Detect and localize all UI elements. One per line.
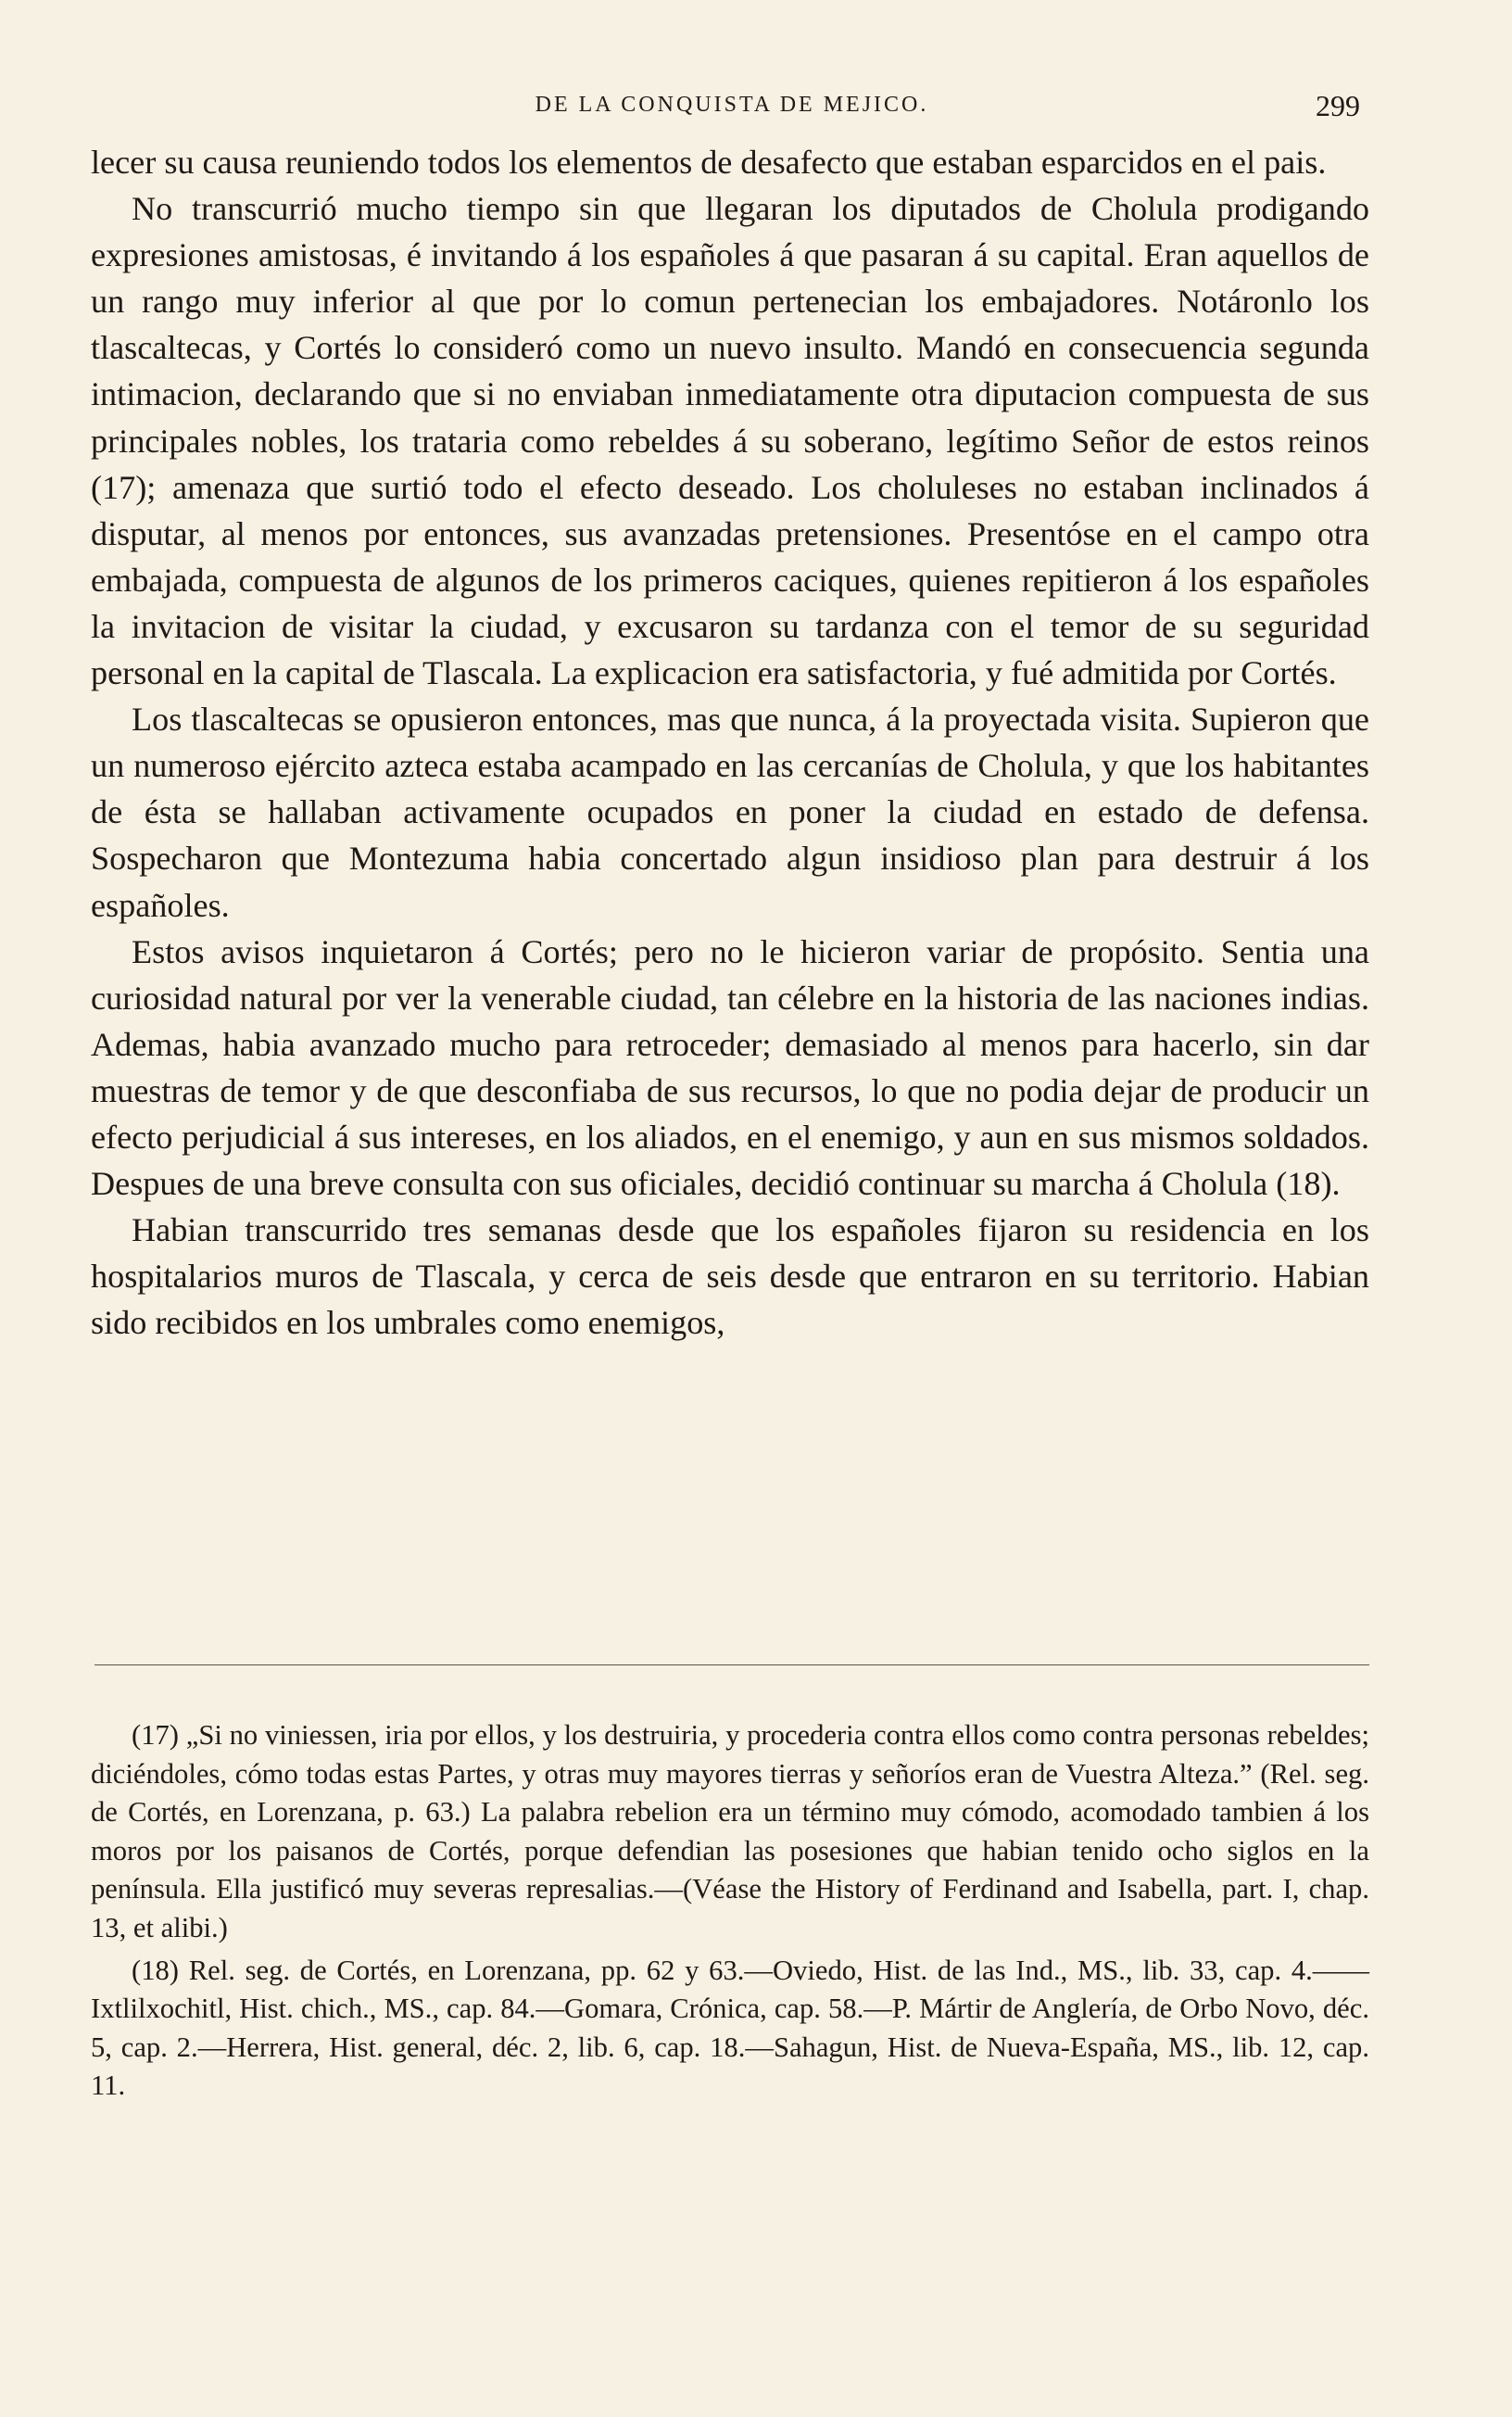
running-title: DE LA CONQUISTA DE MEJICO. [535,93,929,117]
footnote: (18) Rel. seg. de Cortés, en Lorenzana, pp. 62 y 63.—Oviedo, Hist. de las Ind., MS., lib. 33, cap. 4.——Ixtlilxochitl, Hist. chich., MS., cap. 84.—Gomara, Crónica, cap. 58.—P. Mártir de Anglería, de Orbo Novo, déc. 5, cap. 2.—Herrera, Hist. general, déc. 2, lib. 6, cap. 18.—Sahagun, Hist. de Nueva-España, MS., lib. 12, cap. 11. [91,1954,1369,2102]
footnote-divider [94,1664,1369,1665]
page-number: 299 [1316,89,1360,122]
paragraph: Los tlascaltecas se opusieron entonces, mas que nunca, á la proyectada visita. Supieron que un numeroso ejército azteca estaba acampado en las cercanías de Cholula, y que los habitantes de ésta se hallaban activamente ocupados en poner la ciudad en estado de defensa. Sospecharon que Montezuma habia concertado algun insidioso plan para destruir á los españoles. [91,701,1369,924]
running-head [91,89,1373,126]
paragraph: lecer su causa reuniendo todos los elementos de desafecto que estaban esparcidos en el pais. [91,144,1327,181]
paragraph: Habian transcurrido tres semanas desde que los españoles fijaron su residencia en los hospitalarios muros de Tlascala, y cerca de seis desde que entraron en su territorio. Habian sido recibidos en los umbrales como enemigos, [91,1211,1369,1342]
main-text [91,139,1369,1346]
footnote: (17) „Si no viniessen, iria por ellos, y los destruiria, y procederia contra ellos como contra personas rebeldes; diciéndoles, cómo todas estas Partes, y otras muy mayores tierras y señoríos eran de Vuestra Alteza.” (Rel. seg. de Cortés, en Lorenzana, p. 63.) La palabra rebelion era un término muy cómodo, acomodado tambien á los moros por los paisanos de Cortés, porque defendian las posesiones que habian tenido ocho siglos en la península. Ella justificó muy severas represalias.—(Véase the History of Ferdinand and Isabella, part. I, chap. 13, et alibi.) [91,1719,1369,1943]
footnotes [91,1716,1369,2106]
paragraph: Estos avisos inquietaron á Cortés; pero no le hicieron variar de propósito. Sentia una curiosidad natural por ver la venerable ciudad, tan célebre en la historia de las naciones indias. Ademas, habia avanzado mucho para retroceder; demasiado al menos para hacerlo, sin dar muestras de temor y de que desconfiaba de sus recursos, lo que no podia dejar de producir un efecto perjudicial á sus intereses, en los aliados, en el enemigo, y aun en sus mismos soldados. Despues de una breve consulta con sus oficiales, decidió continuar su marcha á Cholula (18). [91,932,1369,1203]
paragraph: No transcurrió mucho tiempo sin que llegaran los diputados de Cholula prodigando expresiones amistosas, é invitando á los españoles á que pasaran á su capital. Eran aquellos de un rango muy inferior al que por lo comun pertenecian los embajadores. Notáronlo los tlascaltecas, y Cortés lo consideró como un nuevo insulto. Mandó en consecuencia segunda intimacion, declarando que si no enviaban inmediatamente otra diputacion compuesta de sus principales nobles, los trataria como rebeldes á su soberano, legítimo Señor de estos reinos (17); amenaza que surtió todo el efecto deseado. Los choluleses no estaban inclinados á disputar, al menos por entonces, sus avanzadas pretensiones. Presentóse en el campo otra embajada, compuesta de algunos de los primeros caciques, quienes repitieron á los españoles la invitacion de visitar la ciudad, y excusaron su tardanza con el temor de su seguridad personal en la capital de Tlascala. La explicacion era satisfactoria, y fué admitida por Cortés. [91,190,1369,692]
